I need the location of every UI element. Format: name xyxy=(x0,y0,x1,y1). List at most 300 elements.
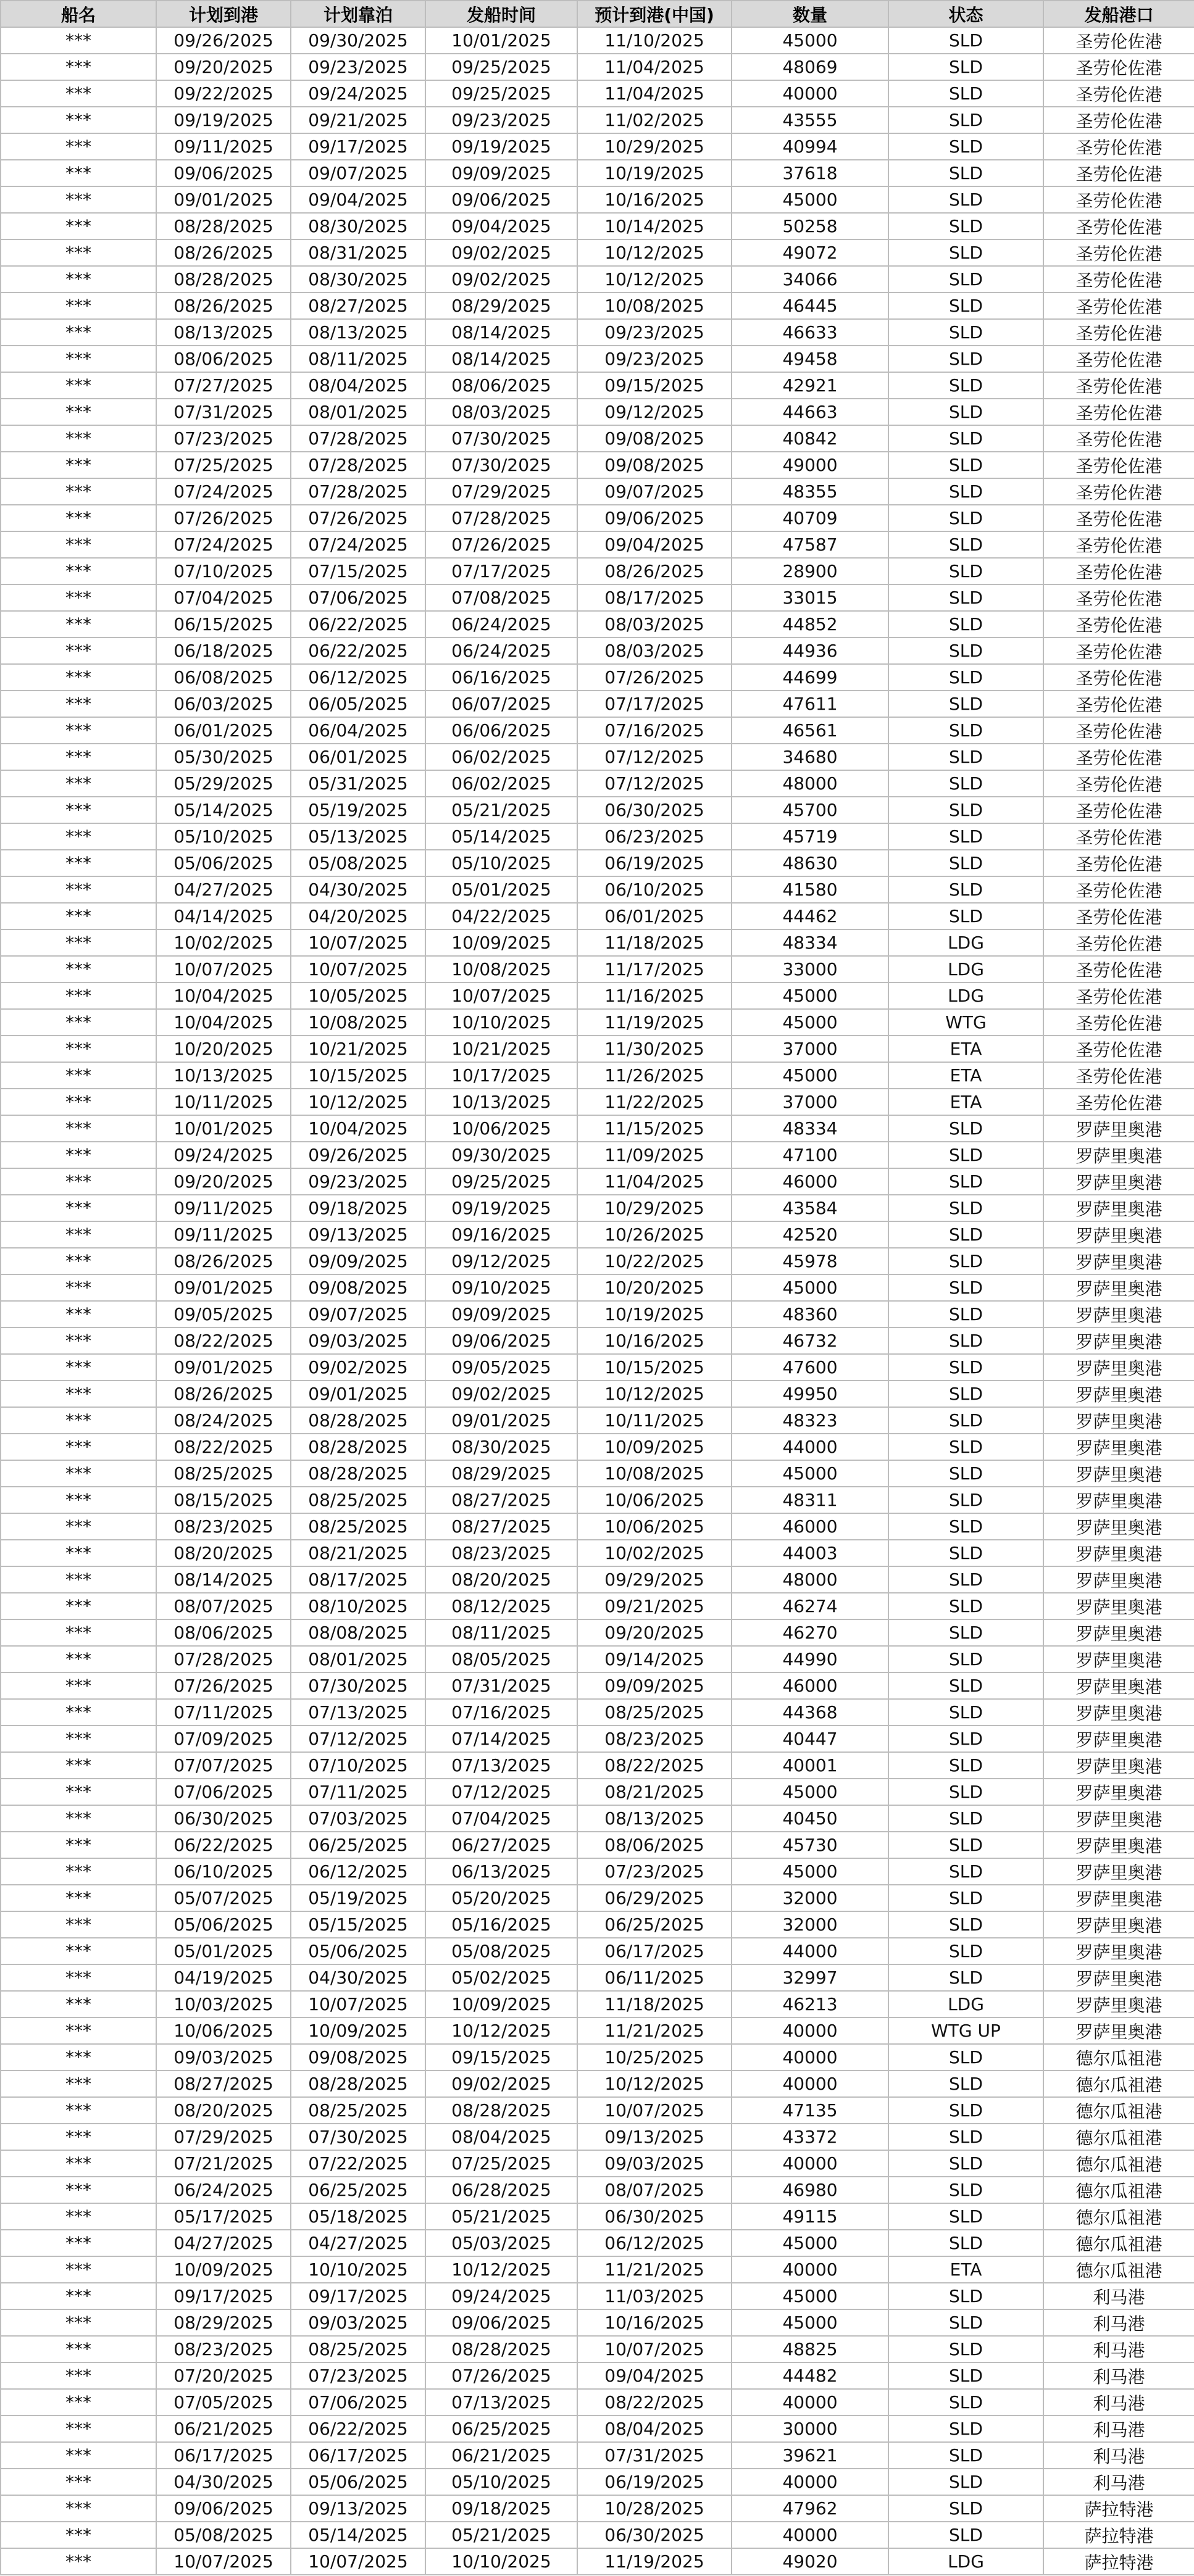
cell-departure-port: 罗萨里奥港 xyxy=(1043,1142,1194,1168)
cell-status: SLD xyxy=(888,425,1043,452)
cell-departure-time: 05/02/2025 xyxy=(425,1964,577,1991)
cell-planned-arrival: 09/01/2025 xyxy=(156,1354,291,1381)
cell-status: SLD xyxy=(888,797,1043,823)
cell-eta-china: 11/26/2025 xyxy=(577,1062,732,1089)
cell-departure-port: 圣劳伦佐港 xyxy=(1043,478,1194,505)
cell-eta-china: 10/14/2025 xyxy=(577,213,732,239)
cell-vessel-name: *** xyxy=(1,1964,156,1991)
cell-status: SLD xyxy=(888,1460,1043,1487)
cell-departure-time: 07/25/2025 xyxy=(425,2150,577,2177)
cell-eta-china: 09/13/2025 xyxy=(577,2124,732,2150)
cell-planned-arrival: 06/01/2025 xyxy=(156,717,291,744)
cell-departure-time: 05/08/2025 xyxy=(425,1938,577,1964)
table-row xyxy=(1,133,1194,160)
cell-departure-port: 德尔瓜祖港 xyxy=(1043,2071,1194,2097)
table-row xyxy=(1,2469,1194,2495)
cell-departure-time: 10/07/2025 xyxy=(425,983,577,1009)
cell-eta-china: 10/19/2025 xyxy=(577,160,732,186)
cell-planned-berthing: 10/08/2025 xyxy=(291,1009,425,1036)
cell-eta-china: 09/29/2025 xyxy=(577,1566,732,1593)
cell-planned-arrival: 07/06/2025 xyxy=(156,1779,291,1805)
cell-vessel-name: *** xyxy=(1,2416,156,2442)
cell-departure-port: 罗萨里奥港 xyxy=(1043,1327,1194,1354)
table-row xyxy=(1,266,1194,293)
cell-planned-arrival: 06/21/2025 xyxy=(156,2416,291,2442)
cell-quantity: 32997 xyxy=(732,1964,888,1991)
table-row xyxy=(1,2230,1194,2256)
cell-planned-berthing: 10/07/2025 xyxy=(291,929,425,956)
table-row xyxy=(1,1487,1194,1513)
cell-planned-arrival: 05/10/2025 xyxy=(156,823,291,850)
cell-departure-port: 圣劳伦佐港 xyxy=(1043,399,1194,425)
cell-departure-time: 09/05/2025 xyxy=(425,1354,577,1381)
cell-departure-port: 圣劳伦佐港 xyxy=(1043,372,1194,399)
table-row xyxy=(1,2256,1194,2283)
cell-departure-time: 10/09/2025 xyxy=(425,929,577,956)
cell-departure-time: 07/30/2025 xyxy=(425,452,577,478)
cell-quantity: 43555 xyxy=(732,107,888,133)
cell-planned-berthing: 07/10/2025 xyxy=(291,1752,425,1779)
cell-quantity: 44663 xyxy=(732,399,888,425)
cell-departure-time: 10/09/2025 xyxy=(425,1991,577,2017)
cell-departure-port: 德尔瓜祖港 xyxy=(1043,2124,1194,2150)
cell-eta-china: 11/17/2025 xyxy=(577,956,732,983)
cell-planned-arrival: 04/19/2025 xyxy=(156,1964,291,1991)
cell-departure-time: 06/25/2025 xyxy=(425,2416,577,2442)
header-status: 状态 xyxy=(888,1,1043,27)
cell-status: SLD xyxy=(888,80,1043,107)
cell-quantity: 48360 xyxy=(732,1301,888,1327)
table-row xyxy=(1,213,1194,239)
cell-quantity: 45000 xyxy=(732,186,888,213)
cell-departure-time: 09/24/2025 xyxy=(425,2283,577,2309)
cell-departure-port: 罗萨里奥港 xyxy=(1043,1991,1194,2017)
cell-departure-time: 07/08/2025 xyxy=(425,584,577,611)
cell-planned-berthing: 09/13/2025 xyxy=(291,1221,425,1248)
cell-departure-time: 09/02/2025 xyxy=(425,266,577,293)
table-row xyxy=(1,1805,1194,1832)
cell-departure-port: 德尔瓜祖港 xyxy=(1043,2097,1194,2124)
cell-departure-time: 10/10/2025 xyxy=(425,1009,577,1036)
header-vessel-name: 船名 xyxy=(1,1,156,27)
cell-eta-china: 08/23/2025 xyxy=(577,1726,732,1752)
table-row xyxy=(1,638,1194,664)
cell-quantity: 40000 xyxy=(732,2522,888,2548)
cell-planned-berthing: 08/28/2025 xyxy=(291,2071,425,2097)
cell-planned-berthing: 08/30/2025 xyxy=(291,213,425,239)
cell-status: SLD xyxy=(888,558,1043,584)
cell-departure-port: 利马港 xyxy=(1043,2309,1194,2336)
cell-quantity: 48000 xyxy=(732,1566,888,1593)
cell-planned-arrival: 09/11/2025 xyxy=(156,133,291,160)
cell-departure-port: 圣劳伦佐港 xyxy=(1043,903,1194,929)
cell-planned-berthing: 09/03/2025 xyxy=(291,1327,425,1354)
cell-vessel-name: *** xyxy=(1,1566,156,1593)
cell-status: SLD xyxy=(888,744,1043,770)
cell-vessel-name: *** xyxy=(1,1036,156,1062)
cell-planned-berthing: 10/07/2025 xyxy=(291,956,425,983)
cell-vessel-name: *** xyxy=(1,1115,156,1142)
cell-planned-arrival: 06/08/2025 xyxy=(156,664,291,691)
cell-eta-china: 10/11/2025 xyxy=(577,1407,732,1434)
cell-departure-time: 05/21/2025 xyxy=(425,797,577,823)
cell-departure-time: 08/27/2025 xyxy=(425,1487,577,1513)
cell-vessel-name: *** xyxy=(1,2389,156,2416)
cell-vessel-name: *** xyxy=(1,1009,156,1036)
cell-status: ETA xyxy=(888,2256,1043,2283)
cell-departure-time: 05/01/2025 xyxy=(425,876,577,903)
cell-quantity: 46000 xyxy=(732,1168,888,1195)
cell-eta-china: 11/04/2025 xyxy=(577,1168,732,1195)
cell-quantity: 40000 xyxy=(732,2071,888,2097)
cell-departure-time: 06/06/2025 xyxy=(425,717,577,744)
cell-vessel-name: *** xyxy=(1,346,156,372)
cell-quantity: 46732 xyxy=(732,1327,888,1354)
cell-departure-port: 利马港 xyxy=(1043,2469,1194,2495)
cell-departure-time: 06/21/2025 xyxy=(425,2442,577,2469)
cell-status: SLD xyxy=(888,27,1043,54)
cell-status: SLD xyxy=(888,2071,1043,2097)
cell-planned-arrival: 08/29/2025 xyxy=(156,2309,291,2336)
cell-departure-port: 圣劳伦佐港 xyxy=(1043,1009,1194,1036)
cell-departure-time: 09/12/2025 xyxy=(425,1248,577,1274)
cell-status: SLD xyxy=(888,478,1043,505)
cell-vessel-name: *** xyxy=(1,505,156,531)
cell-departure-port: 罗萨里奥港 xyxy=(1043,1115,1194,1142)
cell-planned-arrival: 05/08/2025 xyxy=(156,2522,291,2548)
cell-quantity: 40001 xyxy=(732,1752,888,1779)
cell-planned-arrival: 07/24/2025 xyxy=(156,531,291,558)
cell-status: SLD xyxy=(888,133,1043,160)
cell-departure-time: 07/26/2025 xyxy=(425,2362,577,2389)
cell-departure-port: 圣劳伦佐港 xyxy=(1043,850,1194,876)
cell-departure-time: 07/04/2025 xyxy=(425,1805,577,1832)
cell-vessel-name: *** xyxy=(1,956,156,983)
cell-planned-arrival: 10/09/2025 xyxy=(156,2256,291,2283)
cell-status: WTG UP xyxy=(888,2017,1043,2044)
cell-planned-berthing: 08/01/2025 xyxy=(291,1646,425,1672)
cell-departure-port: 圣劳伦佐港 xyxy=(1043,770,1194,797)
table-row xyxy=(1,1752,1194,1779)
cell-vessel-name: *** xyxy=(1,2283,156,2309)
cell-departure-port: 罗萨里奥港 xyxy=(1043,1274,1194,1301)
cell-status: LDG xyxy=(888,1991,1043,2017)
cell-planned-arrival: 05/14/2025 xyxy=(156,797,291,823)
cell-departure-port: 圣劳伦佐港 xyxy=(1043,425,1194,452)
cell-status: SLD xyxy=(888,1699,1043,1726)
cell-quantity: 45000 xyxy=(732,983,888,1009)
cell-eta-china: 10/12/2025 xyxy=(577,2071,732,2097)
cell-vessel-name: *** xyxy=(1,425,156,452)
cell-eta-china: 06/30/2025 xyxy=(577,2203,732,2230)
cell-eta-china: 11/15/2025 xyxy=(577,1115,732,1142)
cell-planned-berthing: 05/06/2025 xyxy=(291,2469,425,2495)
cell-planned-berthing: 08/04/2025 xyxy=(291,372,425,399)
cell-planned-berthing: 07/23/2025 xyxy=(291,2362,425,2389)
cell-planned-arrival: 09/19/2025 xyxy=(156,107,291,133)
cell-quantity: 41580 xyxy=(732,876,888,903)
cell-departure-time: 04/22/2025 xyxy=(425,903,577,929)
cell-planned-berthing: 06/01/2025 xyxy=(291,744,425,770)
table-row xyxy=(1,1248,1194,1274)
cell-quantity: 44852 xyxy=(732,611,888,638)
cell-vessel-name: *** xyxy=(1,1699,156,1726)
cell-quantity: 47587 xyxy=(732,531,888,558)
cell-planned-arrival: 07/27/2025 xyxy=(156,372,291,399)
cell-status: SLD xyxy=(888,1593,1043,1619)
cell-departure-time: 08/03/2025 xyxy=(425,399,577,425)
cell-planned-arrival: 09/06/2025 xyxy=(156,2495,291,2522)
cell-planned-arrival: 08/26/2025 xyxy=(156,239,291,266)
cell-eta-china: 06/12/2025 xyxy=(577,2230,732,2256)
cell-departure-port: 罗萨里奥港 xyxy=(1043,1832,1194,1858)
cell-eta-china: 06/29/2025 xyxy=(577,1885,732,1911)
cell-status: ETA xyxy=(888,1036,1043,1062)
cell-eta-china: 06/17/2025 xyxy=(577,1938,732,1964)
cell-quantity: 46633 xyxy=(732,319,888,346)
cell-planned-arrival: 07/26/2025 xyxy=(156,1672,291,1699)
table-row xyxy=(1,319,1194,346)
cell-status: SLD xyxy=(888,2177,1043,2203)
cell-departure-port: 萨拉特港 xyxy=(1043,2495,1194,2522)
cell-quantity: 46000 xyxy=(732,1672,888,1699)
cell-departure-time: 09/23/2025 xyxy=(425,107,577,133)
cell-status: SLD xyxy=(888,1274,1043,1301)
cell-departure-time: 08/04/2025 xyxy=(425,2124,577,2150)
cell-quantity: 45719 xyxy=(732,823,888,850)
cell-planned-arrival: 07/29/2025 xyxy=(156,2124,291,2150)
cell-vessel-name: *** xyxy=(1,266,156,293)
cell-quantity: 33000 xyxy=(732,956,888,983)
table-row xyxy=(1,1089,1194,1115)
cell-status: SLD xyxy=(888,770,1043,797)
table-row xyxy=(1,1062,1194,1089)
cell-quantity: 43584 xyxy=(732,1195,888,1221)
table-body xyxy=(1,27,1194,2575)
cell-eta-china: 08/03/2025 xyxy=(577,638,732,664)
cell-planned-berthing: 04/30/2025 xyxy=(291,876,425,903)
cell-status: SLD xyxy=(888,239,1043,266)
cell-quantity: 48323 xyxy=(732,1407,888,1434)
cell-planned-arrival: 08/28/2025 xyxy=(156,266,291,293)
cell-departure-port: 罗萨里奥港 xyxy=(1043,1487,1194,1513)
cell-eta-china: 06/01/2025 xyxy=(577,903,732,929)
cell-quantity: 44368 xyxy=(732,1699,888,1726)
cell-departure-port: 罗萨里奥港 xyxy=(1043,1434,1194,1460)
cell-status: SLD xyxy=(888,1885,1043,1911)
cell-planned-arrival: 09/11/2025 xyxy=(156,1195,291,1221)
table-row xyxy=(1,505,1194,531)
cell-planned-berthing: 09/18/2025 xyxy=(291,1195,425,1221)
cell-planned-arrival: 10/11/2025 xyxy=(156,1089,291,1115)
cell-eta-china: 08/06/2025 xyxy=(577,1832,732,1858)
cell-vessel-name: *** xyxy=(1,1142,156,1168)
cell-vessel-name: *** xyxy=(1,2362,156,2389)
cell-planned-berthing: 10/10/2025 xyxy=(291,2256,425,2283)
cell-departure-time: 06/24/2025 xyxy=(425,638,577,664)
cell-planned-berthing: 07/30/2025 xyxy=(291,1672,425,1699)
cell-planned-berthing: 06/22/2025 xyxy=(291,611,425,638)
cell-departure-time: 07/26/2025 xyxy=(425,531,577,558)
cell-eta-china: 10/07/2025 xyxy=(577,2097,732,2124)
cell-departure-port: 圣劳伦佐港 xyxy=(1043,929,1194,956)
cell-eta-china: 07/16/2025 xyxy=(577,717,732,744)
cell-departure-port: 圣劳伦佐港 xyxy=(1043,983,1194,1009)
cell-eta-china: 11/09/2025 xyxy=(577,1142,732,1168)
cell-planned-berthing: 10/15/2025 xyxy=(291,1062,425,1089)
cell-quantity: 45000 xyxy=(732,1062,888,1089)
cell-quantity: 45000 xyxy=(732,27,888,54)
cell-departure-time: 09/06/2025 xyxy=(425,1327,577,1354)
cell-planned-berthing: 07/30/2025 xyxy=(291,2124,425,2150)
cell-planned-arrival: 10/04/2025 xyxy=(156,1009,291,1036)
cell-quantity: 48069 xyxy=(732,54,888,80)
cell-status: SLD xyxy=(888,1115,1043,1142)
cell-status: SLD xyxy=(888,531,1043,558)
cell-quantity: 32000 xyxy=(732,1911,888,1938)
cell-status: SLD xyxy=(888,1195,1043,1221)
cell-quantity: 46213 xyxy=(732,1991,888,2017)
cell-planned-arrival: 06/10/2025 xyxy=(156,1858,291,1885)
cell-eta-china: 06/11/2025 xyxy=(577,1964,732,1991)
cell-departure-port: 罗萨里奥港 xyxy=(1043,1168,1194,1195)
cell-status: SLD xyxy=(888,876,1043,903)
cell-quantity: 39621 xyxy=(732,2442,888,2469)
cell-vessel-name: *** xyxy=(1,1168,156,1195)
cell-eta-china: 07/23/2025 xyxy=(577,1858,732,1885)
cell-vessel-name: *** xyxy=(1,2203,156,2230)
cell-planned-berthing: 07/28/2025 xyxy=(291,478,425,505)
cell-planned-berthing: 10/05/2025 xyxy=(291,983,425,1009)
cell-eta-china: 10/22/2025 xyxy=(577,1248,732,1274)
cell-planned-berthing: 09/17/2025 xyxy=(291,133,425,160)
table-row xyxy=(1,2416,1194,2442)
cell-departure-time: 07/12/2025 xyxy=(425,1779,577,1805)
cell-quantity: 47600 xyxy=(732,1354,888,1381)
cell-quantity: 37000 xyxy=(732,1036,888,1062)
cell-status: SLD xyxy=(888,638,1043,664)
table-row xyxy=(1,584,1194,611)
cell-vessel-name: *** xyxy=(1,558,156,584)
cell-departure-port: 罗萨里奥港 xyxy=(1043,1938,1194,1964)
cell-departure-time: 06/28/2025 xyxy=(425,2177,577,2203)
cell-planned-arrival: 09/05/2025 xyxy=(156,1301,291,1327)
table-row xyxy=(1,1460,1194,1487)
table-row xyxy=(1,797,1194,823)
cell-eta-china: 06/25/2025 xyxy=(577,1911,732,1938)
cell-departure-port: 圣劳伦佐港 xyxy=(1043,744,1194,770)
cell-status: SLD xyxy=(888,213,1043,239)
cell-vessel-name: *** xyxy=(1,2017,156,2044)
cell-departure-time: 08/30/2025 xyxy=(425,1434,577,1460)
cell-planned-arrival: 06/15/2025 xyxy=(156,611,291,638)
cell-planned-arrival: 08/26/2025 xyxy=(156,293,291,319)
table-row xyxy=(1,956,1194,983)
cell-eta-china: 11/21/2025 xyxy=(577,2017,732,2044)
cell-departure-port: 圣劳伦佐港 xyxy=(1043,797,1194,823)
cell-vessel-name: *** xyxy=(1,1805,156,1832)
cell-departure-port: 圣劳伦佐港 xyxy=(1043,80,1194,107)
cell-vessel-name: *** xyxy=(1,584,156,611)
cell-departure-port: 圣劳伦佐港 xyxy=(1043,691,1194,717)
cell-status: SLD xyxy=(888,2283,1043,2309)
table-row xyxy=(1,2442,1194,2469)
cell-departure-time: 10/08/2025 xyxy=(425,956,577,983)
table-row xyxy=(1,1991,1194,2017)
cell-departure-port: 德尔瓜祖港 xyxy=(1043,2044,1194,2071)
cell-quantity: 40994 xyxy=(732,133,888,160)
cell-planned-arrival: 07/31/2025 xyxy=(156,399,291,425)
header-quantity: 数量 xyxy=(732,1,888,27)
table-row xyxy=(1,1672,1194,1699)
cell-status: SLD xyxy=(888,823,1043,850)
cell-quantity: 40000 xyxy=(732,2017,888,2044)
cell-departure-time: 09/02/2025 xyxy=(425,239,577,266)
cell-status: SLD xyxy=(888,372,1043,399)
cell-planned-arrival: 06/18/2025 xyxy=(156,638,291,664)
cell-planned-arrival: 05/06/2025 xyxy=(156,850,291,876)
cell-vessel-name: *** xyxy=(1,1752,156,1779)
cell-vessel-name: *** xyxy=(1,1381,156,1407)
table-row xyxy=(1,2389,1194,2416)
cell-planned-berthing: 07/28/2025 xyxy=(291,425,425,452)
cell-eta-china: 09/12/2025 xyxy=(577,399,732,425)
cell-departure-port: 罗萨里奥港 xyxy=(1043,1646,1194,1672)
cell-vessel-name: *** xyxy=(1,372,156,399)
cell-status: SLD xyxy=(888,1672,1043,1699)
cell-status: SLD xyxy=(888,1301,1043,1327)
cell-departure-time: 06/24/2025 xyxy=(425,611,577,638)
cell-planned-berthing: 08/28/2025 xyxy=(291,1460,425,1487)
cell-eta-china: 08/17/2025 xyxy=(577,584,732,611)
cell-status: SLD xyxy=(888,452,1043,478)
cell-departure-time: 10/13/2025 xyxy=(425,1089,577,1115)
cell-vessel-name: *** xyxy=(1,27,156,54)
cell-planned-arrival: 05/17/2025 xyxy=(156,2203,291,2230)
cell-vessel-name: *** xyxy=(1,1938,156,1964)
cell-departure-time: 08/29/2025 xyxy=(425,293,577,319)
cell-status: SLD xyxy=(888,2362,1043,2389)
table-row xyxy=(1,1619,1194,1646)
table-row xyxy=(1,1434,1194,1460)
cell-departure-time: 08/27/2025 xyxy=(425,1513,577,1540)
table-row xyxy=(1,1009,1194,1036)
cell-status: SLD xyxy=(888,1221,1043,1248)
cell-departure-port: 罗萨里奥港 xyxy=(1043,1593,1194,1619)
cell-quantity: 40000 xyxy=(732,2150,888,2177)
cell-departure-time: 09/10/2025 xyxy=(425,1274,577,1301)
table-row xyxy=(1,1195,1194,1221)
cell-quantity: 46270 xyxy=(732,1619,888,1646)
cell-planned-arrival: 08/20/2025 xyxy=(156,2097,291,2124)
cell-status: SLD xyxy=(888,1168,1043,1195)
cell-status: ETA xyxy=(888,1062,1043,1089)
cell-status: SLD xyxy=(888,1513,1043,1540)
cell-eta-china: 08/21/2025 xyxy=(577,1779,732,1805)
cell-eta-china: 11/21/2025 xyxy=(577,2256,732,2283)
cell-planned-arrival: 10/03/2025 xyxy=(156,1991,291,2017)
table-row xyxy=(1,1327,1194,1354)
cell-eta-china: 10/29/2025 xyxy=(577,133,732,160)
cell-planned-arrival: 06/17/2025 xyxy=(156,2442,291,2469)
cell-departure-port: 德尔瓜祖港 xyxy=(1043,2177,1194,2203)
cell-departure-port: 罗萨里奥港 xyxy=(1043,1301,1194,1327)
cell-planned-arrival: 08/06/2025 xyxy=(156,1619,291,1646)
table-row xyxy=(1,929,1194,956)
cell-planned-arrival: 08/27/2025 xyxy=(156,2071,291,2097)
cell-departure-time: 06/02/2025 xyxy=(425,744,577,770)
cell-planned-berthing: 10/12/2025 xyxy=(291,1089,425,1115)
